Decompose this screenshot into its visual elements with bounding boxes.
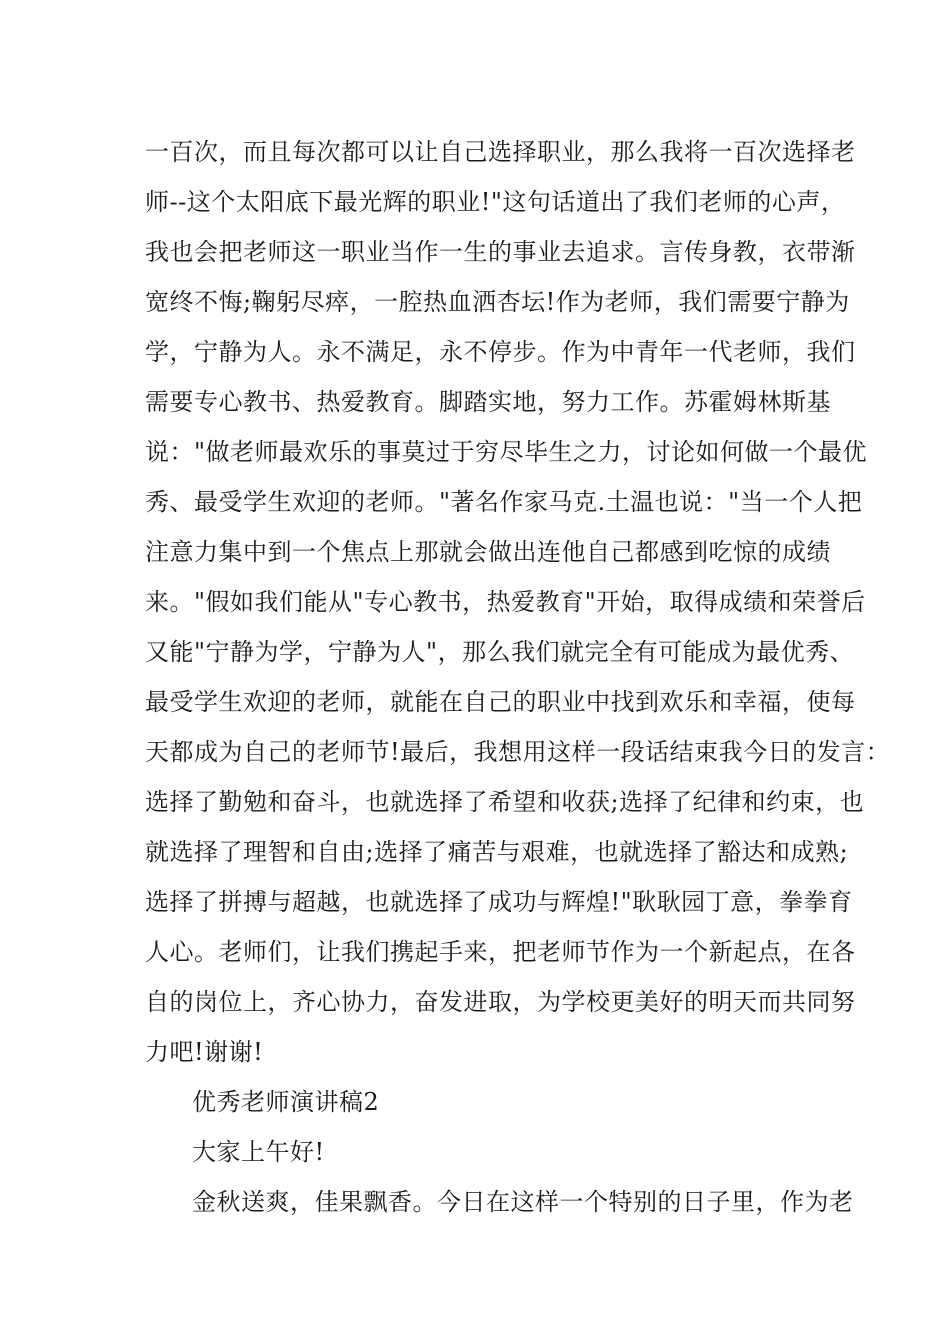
body-line-11: 又能"宁静为学，宁静为人"，那么我们就完全有可能成为最优秀、	[145, 638, 855, 666]
body-line-8: 秀、最受学生欢迎的老师。"著名作家马克.土温也说："当一个人把	[145, 488, 863, 516]
body-line-6: 需要专心教书、热爱教育。脚踏实地，努力工作。苏霍姆林斯基	[145, 388, 831, 416]
body-line-19: 力吧!谢谢!	[145, 1038, 264, 1066]
body-line-2: 师--这个太阳底下最光辉的职业!"这句话道出了我们老师的心声，	[145, 188, 846, 216]
body-line-4: 宽终不悔;鞠躬尽瘁，一腔热血洒杏坛!作为老师，我们需要宁静为	[145, 288, 850, 316]
body-line-17: 人心。老师们，让我们携起手来，把老师节作为一个新起点，在各	[145, 938, 856, 966]
body-line-1: 一百次，而且每次都可以让自己选择职业，那么我将一百次选择老	[145, 138, 856, 166]
body-line-3: 我也会把老师这一职业当作一生的事业去追求。言传身教，衣带渐	[145, 238, 856, 266]
body-line-9: 注意力集中到一个焦点上那就会做出连他自己都感到吃惊的成绩	[145, 538, 831, 566]
body-line-13: 天都成为自己的老师节!最后，我想用这样一段话结束我今日的发言：	[145, 738, 891, 766]
body-line-12: 最受学生欢迎的老师，就能在自己的职业中找到欢乐和幸福，使每	[145, 688, 856, 716]
body-line-7: 说："做老师最欢乐的事莫过于穷尽毕生之力，讨论如何做一个最优	[145, 438, 868, 466]
body-line-5: 学，宁静为人。永不满足，永不停步。作为中青年一代老师，我们	[145, 338, 856, 366]
greeting-line: 大家上午好!	[192, 1138, 325, 1166]
opening-line: 金秋送爽，佳果飘香。今日在这样一个特别的日子里，作为老	[192, 1188, 854, 1216]
section-heading: 优秀老师演讲稿2	[192, 1088, 380, 1116]
body-line-16: 选择了拼搏与超越，也就选择了成功与辉煌!"耿耿园丁意，拳拳育	[145, 888, 853, 916]
body-line-10: 来。"假如我们能从"专心教书，热爱教育"开始，取得成绩和荣誉后	[145, 588, 866, 616]
body-line-14: 选择了勤勉和奋斗，也就选择了希望和收获;选择了纪律和约束，也	[145, 788, 865, 816]
body-line-15: 就选择了理智和自由;选择了痛苦与艰难，也就选择了豁达和成熟;	[145, 838, 849, 866]
body-line-18: 自的岗位上，齐心协力，奋发进取，为学校更美好的明天而共同努	[145, 988, 856, 1016]
